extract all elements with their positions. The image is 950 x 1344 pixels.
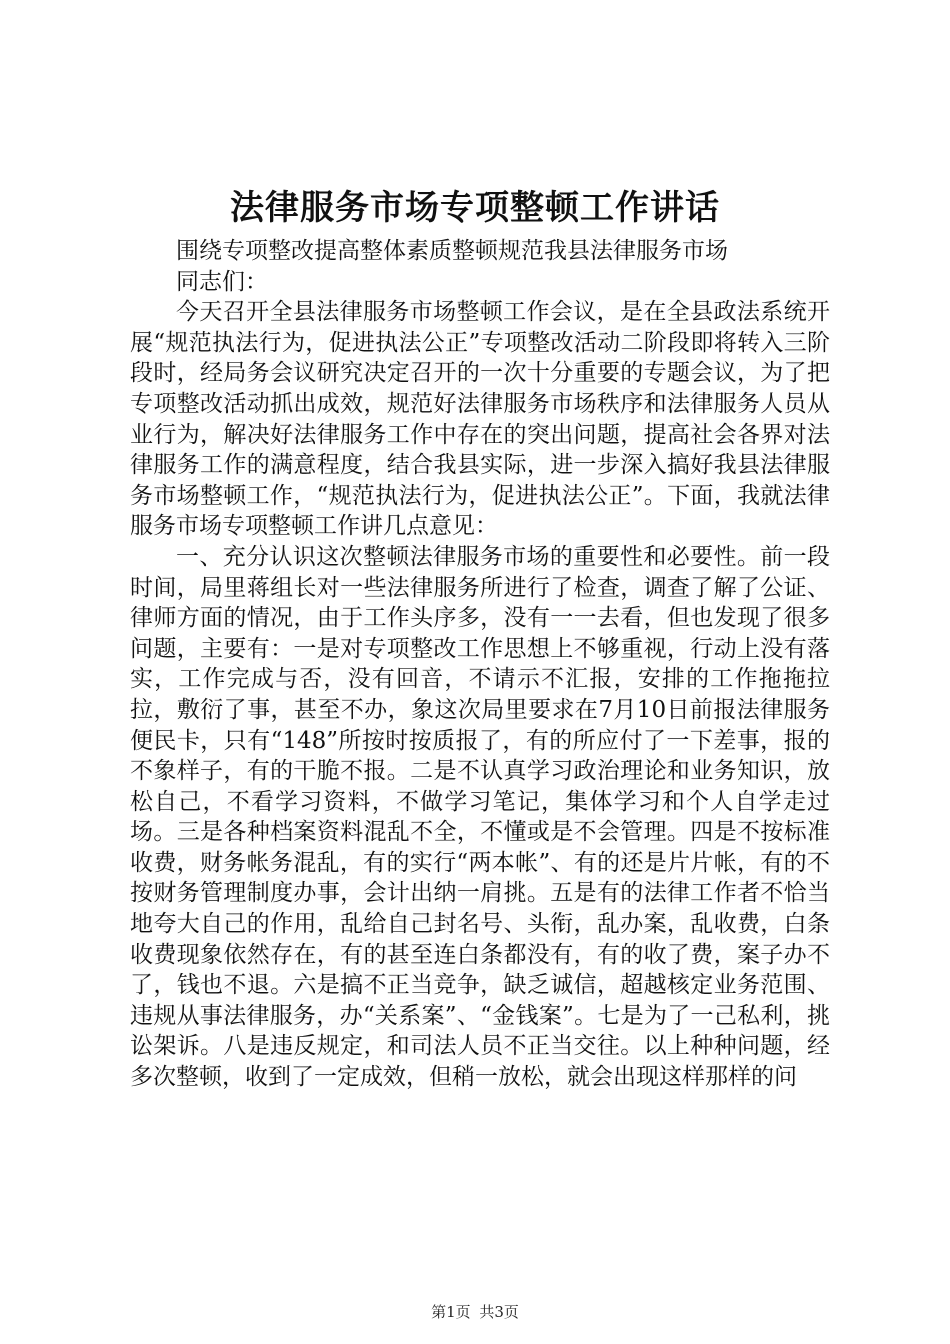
page-footer	[0, 1302, 950, 1322]
subtitle-paragraph: 围绕专项整改提高整体素质整顿规范我县法律服务市场	[176, 238, 728, 264]
body-paragraph: 一、充分认识这次整顿法律服务市场的重要性和必要性。前一段时间，局里蒋组长对一些法律服务所进行了检查，调查了解了公证、律师方面的情况，由于工作头序多，没有一一去看，但也发现了很多问题，主要有：一是对专项整改工作思想上不够重视，行动上没有落实，工作完成与否，没有回音，不请示不汇报，安排的工作拖拖拉拉，敷衍了事，甚至不办，象这次局里要求在7月10日前报法律服务便民卡，只有“148”所按时按质报了，有的所应付了一下差事，报的不象样子，有的干脆不报。二是不认真学习政治理论和业务知识，放松自己，不看学习资料，不做学习笔记，集体学习和个人自学走过场。三是各种档案资料混乱不全，不懂或是不会管理。四是不按标准收费，财务帐务混乱，有的实行“两本帐”、有的还是片片帐，有的不按财务管理制度办事，会计出纳一肩挑。五是有的法律工作者不恰当地夸大自己的作用，乱给自己封名号、头衔，乱办案，乱收费，白条收费现象依然存在，有的甚至连白条都没有，有的收了费，案子办不了，钱也不退。六是搞不正当竞争，缺乏诚信，超越核定业务范围、违规从事法律服务，办“关系案”、“金钱案”。七是为了一己私利，挑讼架诉。八是违反规定，和司法人员不正当交往。以上种种问题，经多次整顿，收到了一定成效，但稍一放松，就会出现这样那样的问	[130, 543, 830, 1091]
page-number-total: 共3页	[479, 1303, 519, 1321]
page-number-current: 第1页	[431, 1303, 471, 1321]
document-title: 法律服务市场专项整顿工作讲话	[230, 188, 720, 228]
document-body	[130, 236, 830, 1093]
salutation-paragraph: 同志们：	[176, 268, 268, 295]
body-paragraph: 今天召开全县法律服务市场整顿工作会议，是在全县政法系统开展“规范执法行为，促进执法公正”专项整改活动二阶段即将转入三阶段时，经局务会议研究决定召开的一次十分重要的专题会议，为了把专项整改活动抓出成效，规范好法律服务市场秩序和法律服务人员从业行为，解决好法律服务工作中存在的突出问题，提高社会各界对法律服务工作的满意程度，结合我县实际，进一步深入搞好我县法律服务市场整顿工作，“规范执法行为，促进执法公正”。下面，我就法律服务市场专项整顿工作讲几点意见：	[130, 299, 830, 540]
